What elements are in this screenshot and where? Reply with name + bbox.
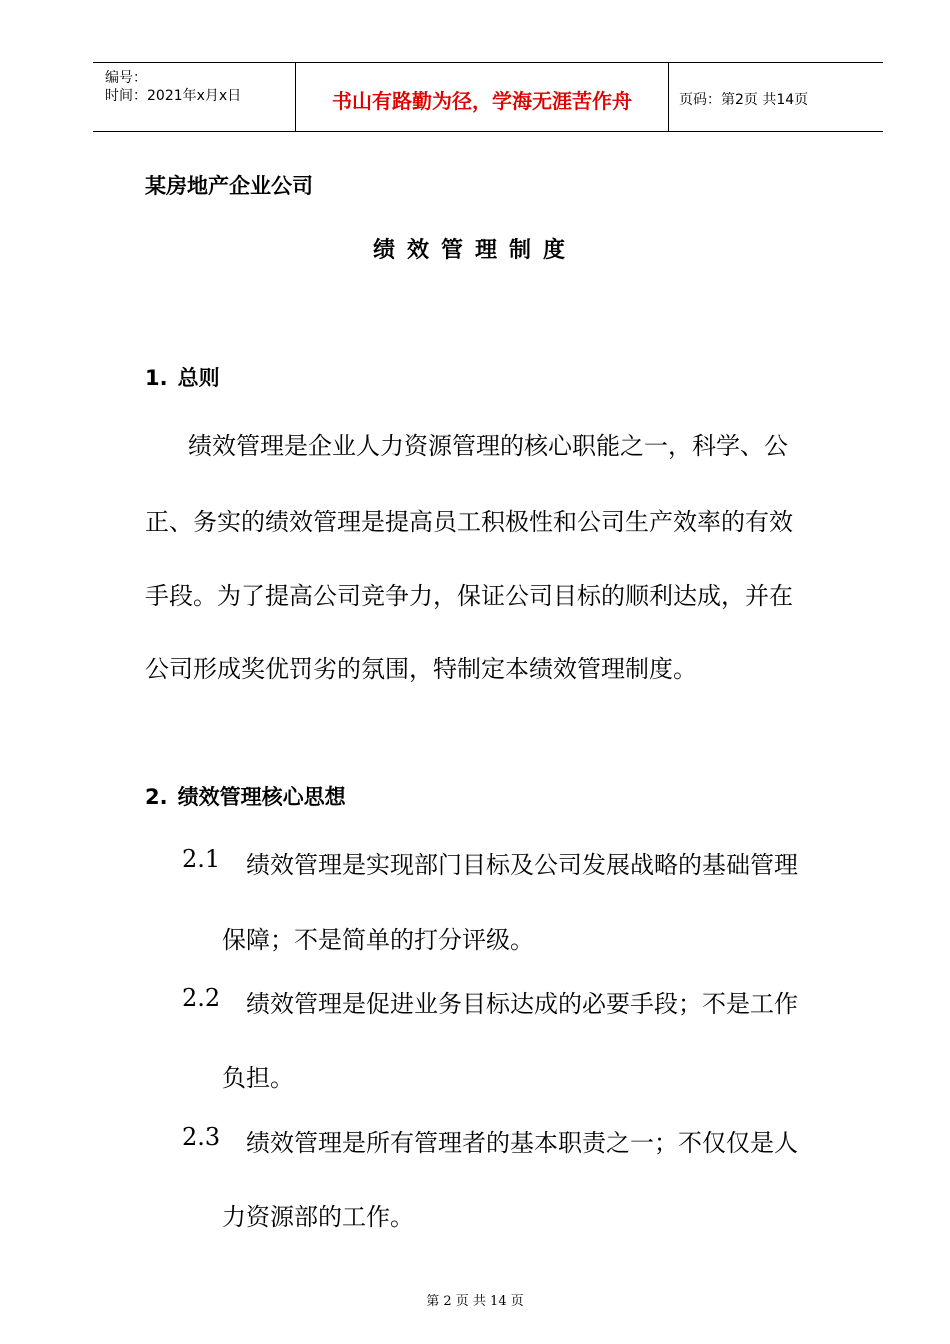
item-text: 绩效管理是所有管理者的基本职责之一；不仅仅是人 <box>246 1129 798 1157</box>
section-1-heading <box>145 362 220 392</box>
header-page-cell <box>669 63 883 131</box>
section-title: 总则 <box>177 366 220 390</box>
item-text-continued: 负担。 <box>222 1064 294 1092</box>
company-name: 某房地产企业公司 <box>145 174 313 198</box>
section-number: 1. <box>145 366 168 390</box>
motto-text: 书山有路勤为径，学海无涯苦作舟 <box>332 89 632 113</box>
item-number: 2.2 <box>182 984 221 1012</box>
item-text-continued: 保障；不是简单的打分评级。 <box>222 926 534 954</box>
header-motto-cell <box>295 63 669 131</box>
document-title: 绩效管理制度 <box>372 238 577 263</box>
section-2-heading <box>145 781 346 811</box>
page-footer: 第 2 页 共 14 页 <box>426 1294 524 1309</box>
serial-label: 编号： <box>105 70 147 86</box>
date-label: 时间：2021年x月x日 <box>105 88 242 104</box>
paragraph-line: 正、务实的绩效管理是提高员工积极性和公司生产效率的有效 <box>145 508 793 536</box>
paragraph-line: 手段。为了提高公司竞争力，保证公司目标的顺利达成，并在 <box>145 582 793 610</box>
paragraph-line: 绩效管理是企业人力资源管理的核心职能之一，科学、公 <box>188 432 788 460</box>
item-text: 绩效管理是促进业务目标达成的必要手段；不是工作 <box>246 990 798 1018</box>
item-number: 2.1 <box>182 845 221 873</box>
section-number: 2. <box>145 785 168 809</box>
item-text: 绩效管理是实现部门目标及公司发展战略的基础管理 <box>246 851 798 879</box>
page-info: 页码：第2页 共14页 <box>679 92 809 108</box>
section-title: 绩效管理核心思想 <box>177 785 346 809</box>
header-meta-cell <box>93 63 295 131</box>
item-number: 2.3 <box>182 1123 221 1151</box>
page-header <box>93 62 883 132</box>
paragraph-line: 公司形成奖优罚劣的氛围，特制定本绩效管理制度。 <box>145 655 697 683</box>
item-text-continued: 力资源部的工作。 <box>222 1203 414 1231</box>
